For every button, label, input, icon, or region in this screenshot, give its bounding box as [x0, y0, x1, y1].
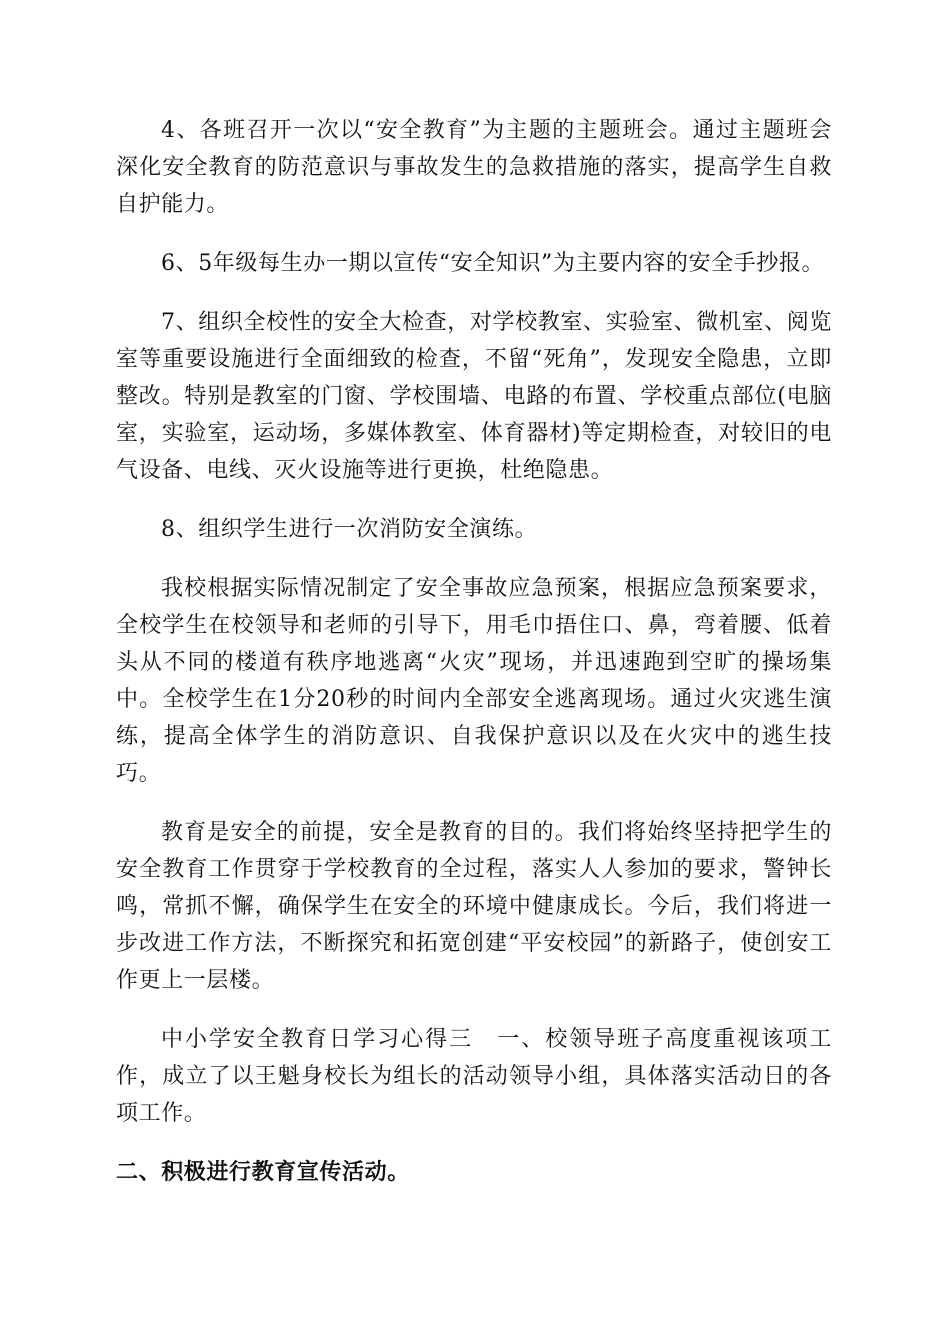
paragraph-class-meeting: 4、各班召开一次以“安全教育”为主题的主题班会。通过主题班会深化安全教育的防范意识与事故发生的急救措施的落实，提高学生自救自护能力。 [116, 118, 832, 217]
section-heading: 二、积极进行教育宣传活动。 [116, 1159, 410, 1185]
paragraph-emergency-plan: 我校根据实际情况制定了安全事故应急预案，根据应急预案要求，全校学生在校领导和老师的引导下，用毛巾捂住口、鼻，弯着腰、低着头从不同的楼道有秩序地逃离“火灾”现场，并迅速跑到空旷的操场集中。全校学生在1分20秒的时间内全部安全逃离现场。通过火灾逃生演练，提高全体学生的消防意识、自我保护意识以及在火灾中的逃生技巧。 [116, 576, 832, 786]
paragraph-fire-drill: 8、组织学生进行一次消防安全演练。 [161, 517, 538, 542]
document-body [116, 112, 832, 1191]
paragraph-study-notes-three: 中小学安全教育日学习心得三 一、校领导班子高度重视该项工作，成立了以王魁身校长为组长的活动领导小组，具体落实活动日的各项工作。 [116, 1027, 832, 1126]
paragraph-education-goal: 教育是安全的前提，安全是教育的目的。我们将始终坚持把学生的安全教育工作贯穿于学校教育的全过程，落实人人参加的要求，警钟长鸣，常抓不懈，确保学生在安全的环境中健康成长。今后，我们将进一步改进工作方法，不断探究和拓宽创建“平安校园”的新路子，使创安工作更上一层楼。 [116, 820, 832, 993]
paragraph-safety-inspection: 7、组织全校性的安全大检查，对学校教室、实验室、微机室、阅览室等重要设施进行全面细致的检查，不留“死角”，发现安全隐患，立即整改。特别是教室的门窗、学校围墙、电路的布置、学校重点部位(电脑室，实验室，运动场，多媒体教室、体育器材)等定期检查，对较旧的电气设备、电线、灭火设施等进行更换，杜绝隐患。 [116, 310, 832, 483]
paragraph-handwritten-newspaper: 6、5年级每生办一期以宣传“安全知识”为主要内容的安全手抄报。 [161, 251, 825, 276]
